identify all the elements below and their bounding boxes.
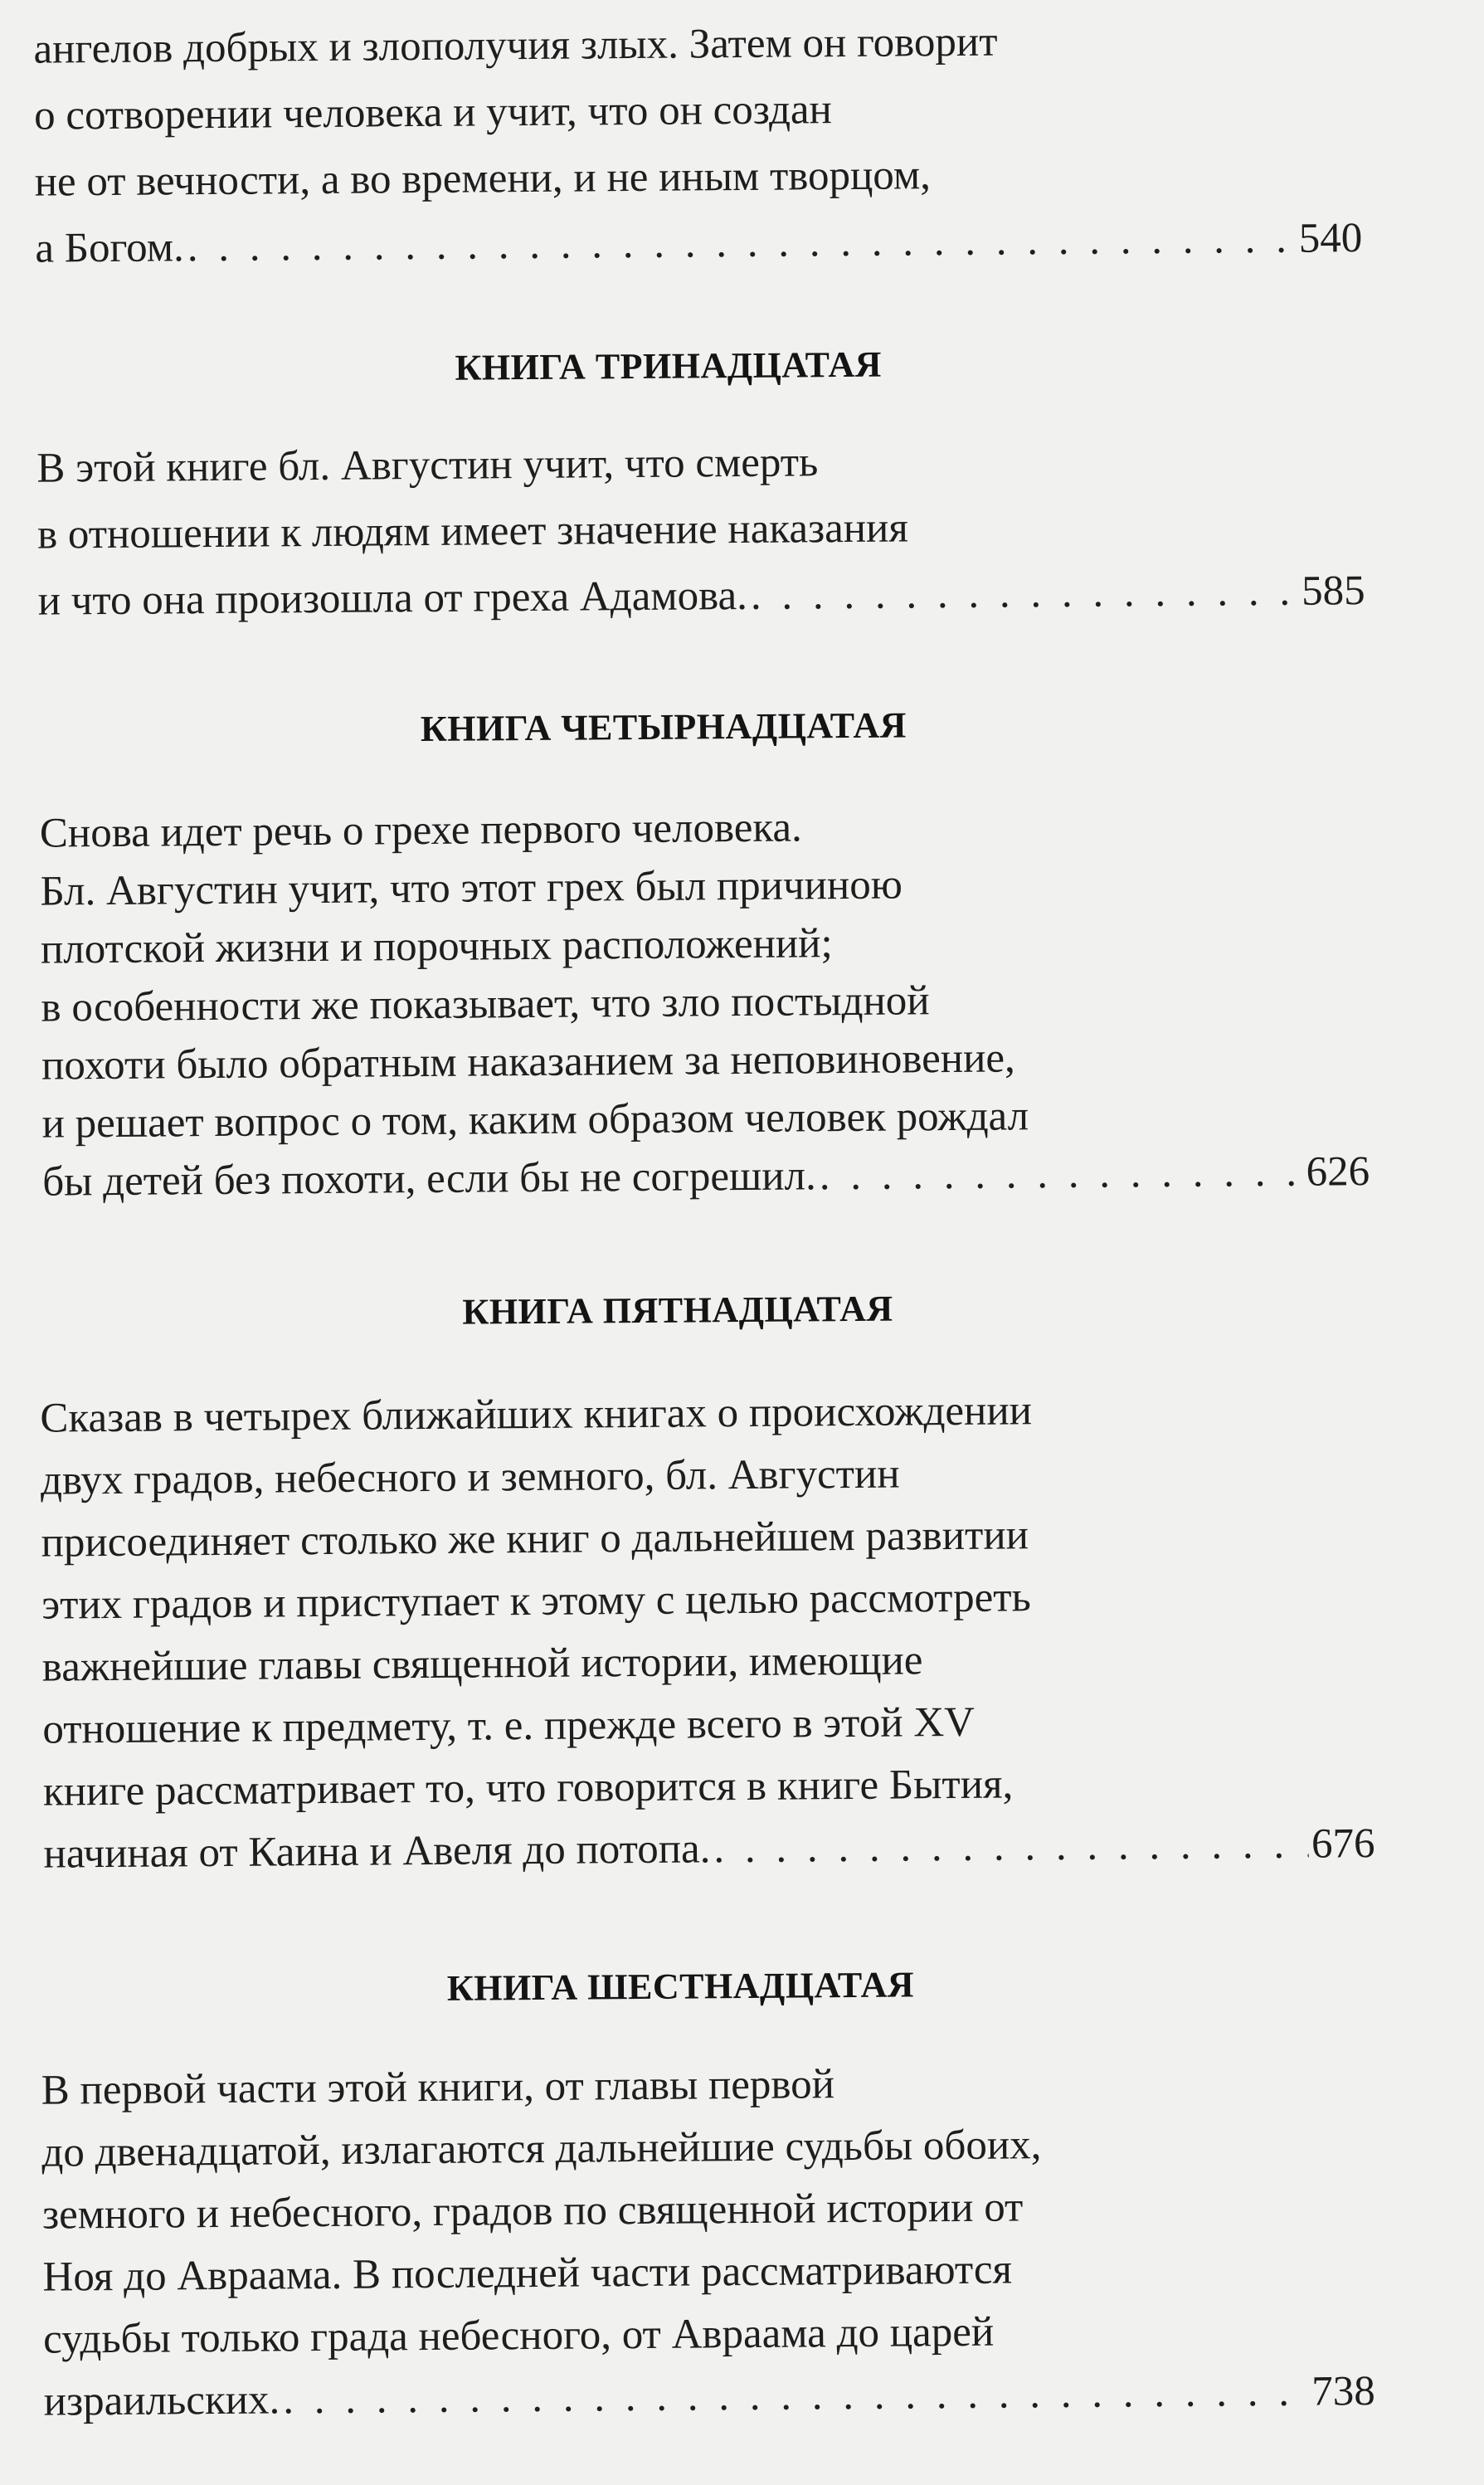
book-15-line-3: присоединяет столько же книг о дальнейшем развитии xyxy=(41,1512,1029,1567)
book-15-heading: КНИГА ПЯТНАДЦАТАЯ xyxy=(462,1288,893,1333)
book-16-line-2: до двенадцатой, излагаются дальнейшие судьбы обоих, xyxy=(41,2122,1042,2176)
book-14-line-5: похоти было обратным наказанием за неповиновение, xyxy=(41,1035,1015,1089)
book-16-last-text: израильских. xyxy=(43,2376,280,2425)
book-14-last-text: бы детей без похоти, если бы не согрешил. xyxy=(41,1152,816,1206)
book-14-heading: КНИГА ЧЕТЫРНАДЦАТАЯ xyxy=(420,704,907,750)
leader-dots xyxy=(820,1147,1303,1201)
book-14-line-6: и решает вопрос о том, каким образом человек рождал xyxy=(41,1093,1029,1147)
book-13-line-1: В этой книге бл. Августин учит, что смерть xyxy=(36,439,819,492)
book-15-line-2: двух градов, небесного и земного, бл. Августин xyxy=(40,1450,900,1504)
book-16-line-3: земного и небесного, градов по священной истории от xyxy=(41,2184,1024,2239)
leader-dots xyxy=(283,2367,1308,2425)
top-entry-line-3: не от вечности, а во времени, и не иным творцом, xyxy=(34,152,932,206)
book-14-line-1: Снова идет речь о грехе первого человека. xyxy=(39,804,802,857)
book-16-line-1: В первой части этой книги, от главы первой xyxy=(41,2061,835,2114)
leader-dots xyxy=(751,567,1299,621)
book-16-line-4: Ноя до Авраама. В последней части рассматриваются xyxy=(42,2246,1013,2301)
book-15-last-line xyxy=(43,1819,1375,1879)
top-entry-line-1: ангелов добрых и злополучия злых. Затем он говорит xyxy=(33,18,998,73)
book-15-line-1: Сказав в четырех ближайших книгах о происхождении xyxy=(40,1387,1033,1442)
page-number: 585 xyxy=(1301,568,1365,615)
book-13-heading: КНИГА ТРИНАДЦАТАЯ xyxy=(455,344,883,388)
page-number: 626 xyxy=(1306,1148,1370,1196)
page-number: 676 xyxy=(1311,1820,1375,1868)
top-entry-last-text: а Богом. xyxy=(35,224,184,272)
page-number: 738 xyxy=(1311,2368,1375,2415)
book-16-heading: КНИГА ШЕСТНАДЦАТАЯ xyxy=(446,1964,915,2009)
book-14-line-2: Бл. Августин учит, что этот грех был причиною xyxy=(40,861,903,915)
book-14-line-3: плотской жизни и порочных расположений; xyxy=(40,920,833,973)
top-entry-line-2: о сотворении человека и учит, что он создан xyxy=(33,86,833,139)
leader-dots xyxy=(187,214,1296,272)
leader-dots xyxy=(713,1820,1308,1874)
book-15-line-7: книге рассматривает то, что говорится в книге Бытия, xyxy=(42,1761,1014,1815)
book-14-last-line xyxy=(42,1147,1370,1207)
book-15-line-4: этих градов и приступает к этому с целью рассмотреть xyxy=(41,1574,1031,1629)
book-13-last-line xyxy=(37,566,1365,626)
top-entry-last-line xyxy=(35,213,1362,274)
page-number: 540 xyxy=(1298,215,1363,262)
book-15-line-5: важнейшие главы священной истории, имеющие xyxy=(41,1637,923,1691)
book-15-line-6: отношение к предмету, т. е. прежде всего в этой XV xyxy=(42,1698,976,1753)
book-13-last-text: и что она произошла от греха Адамова. xyxy=(37,572,748,625)
book-16-line-5: судьбы только града небесного, от Авраама до царей xyxy=(42,2308,995,2363)
book-13-line-2: в отношении к людям имеет значение наказания xyxy=(36,504,909,558)
book-14-line-4: в особенности же показывает, что зло постыдной xyxy=(41,977,930,1031)
book-15-last-text: начиная от Каина и Авеля до потопа. xyxy=(43,1825,711,1878)
book-16-last-line xyxy=(44,2366,1375,2427)
